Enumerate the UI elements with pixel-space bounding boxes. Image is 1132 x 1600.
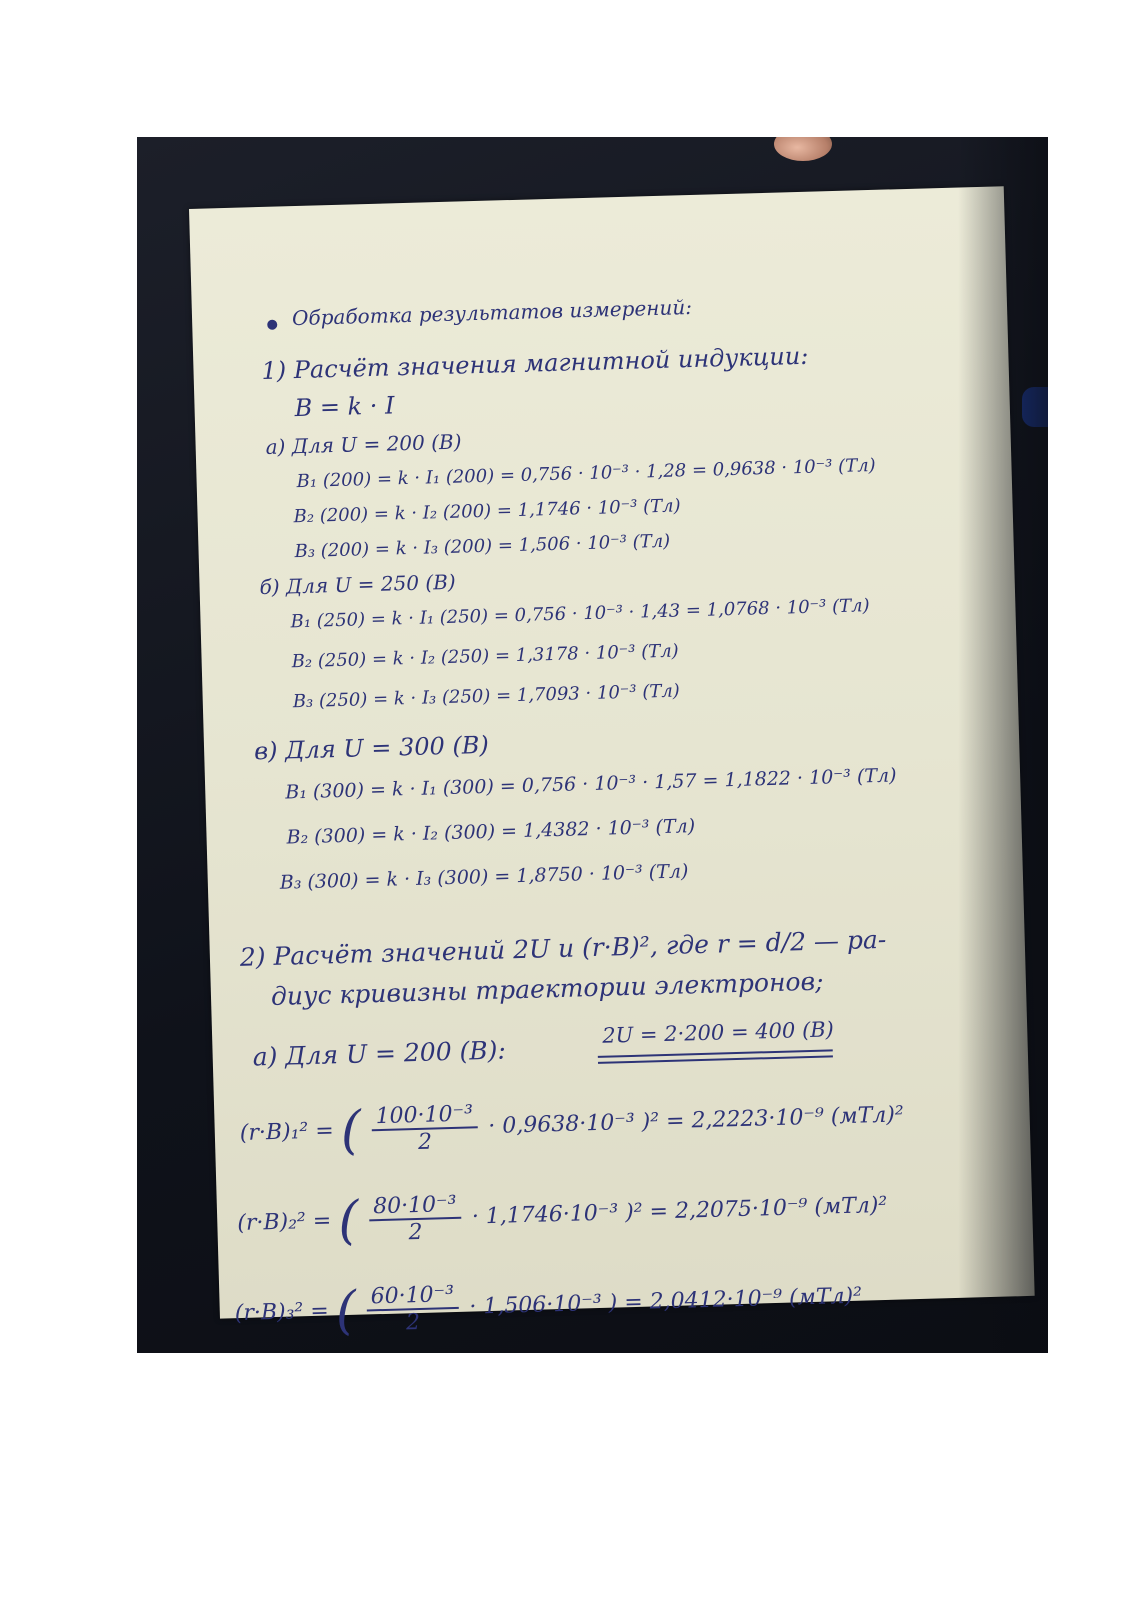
- rb-formula-row-2: [237, 1180, 888, 1250]
- section2-heading-line1: 2) Расчёт значений 2U и (r·B)², где r = d/2 — ра-: [239, 924, 887, 972]
- rb-lhs-2: (r·B)₂² =: [236, 1208, 332, 1237]
- calc-line-c2: B₂ (300) = k · I₂ (300) = 1,4382 · 10⁻³ (Тл): [286, 815, 696, 849]
- fraction-numerator-1: 100·10⁻³: [371, 1101, 477, 1131]
- bullet-dot: [267, 320, 277, 330]
- rb-mult-3: · 1,506·10⁻³: [469, 1290, 603, 1320]
- calc-line-b3: B₃ (250) = k · I₃ (250) = 1,7093 · 10⁻³ (Тл): [292, 680, 681, 713]
- calc-line-c3: B₃ (300) = k · I₃ (300) = 1,8750 · 10⁻³ (Тл): [279, 860, 689, 894]
- section1-b-label: б) Для U = 250 (В): [259, 569, 456, 600]
- open-paren: (: [334, 1280, 357, 1342]
- calc-line-b1: B₁ (250) = k · I₁ (250) = 0,756 · 10⁻³ · 1,43 = 1,0768 · 10⁻³ (Тл): [290, 595, 870, 633]
- calc-line-a2: B₂ (200) = k · I₂ (200) = 1,1746 · 10⁻³ (Тл): [293, 495, 681, 528]
- fraction-denominator-1: 2: [417, 1129, 433, 1155]
- desk-shadow: [958, 137, 1048, 1353]
- calc-line-a3: B₃ (200) = k · I₃ (200) = 1,506 · 10⁻³ (Тл): [294, 530, 671, 563]
- rb-lhs-3: (r·B)₃² =: [234, 1298, 330, 1327]
- rb-mult-1: · 0,9638·10⁻³: [488, 1109, 636, 1139]
- calc-line-c1: B₁ (300) = k · I₁ (300) = 0,756 · 10⁻³ · 1,57 = 1,1822 · 10⁻³ (Тл): [285, 764, 897, 804]
- section2-heading-line2: диус кривизны траектории электронов;: [270, 966, 824, 1012]
- section2-a-result: 2U = 2·200 = 400 (В): [601, 1017, 835, 1048]
- calc-line-a1: B₁ (200) = k · I₁ (200) = 0,756 · 10⁻³ · 1,28 = 0,9638 · 10⁻³ (Тл): [296, 454, 876, 493]
- section1-heading: 1) Расчёт значения магнитной индукции:: [261, 341, 809, 386]
- handwritten-sheet: [189, 186, 1035, 1342]
- rb-formula-row-3: [234, 1271, 863, 1340]
- section2-a-label: а) Для U = 200 (В):: [252, 1035, 507, 1072]
- open-paren: (: [337, 1190, 360, 1252]
- page-title: Обработка результатов измерений:: [291, 295, 693, 331]
- fraction-denominator-2: 2: [408, 1219, 423, 1246]
- section1-formula: B = k · I: [294, 391, 395, 423]
- section1-a-label: а) Для U = 200 (В): [265, 429, 462, 459]
- rb-formula-row-1: [239, 1089, 904, 1160]
- fraction-1: [371, 1101, 478, 1156]
- fraction-3: [366, 1282, 459, 1337]
- rb-mult-2: · 1,1746·10⁻³: [471, 1200, 619, 1230]
- fraction-2: [369, 1192, 462, 1247]
- rb-lhs-1: (r·B)₁² =: [239, 1118, 335, 1146]
- calc-line-b2: B₂ (250) = k · I₂ (250) = 1,3178 · 10⁻³ (Тл): [291, 640, 679, 673]
- fraction-denominator-3: 2: [405, 1309, 421, 1336]
- fraction-numerator-3: 60·10⁻³: [366, 1282, 458, 1312]
- coin-object: [774, 137, 832, 161]
- section1-c-label: в) Для U = 300 (В): [253, 730, 490, 766]
- open-paren: (: [339, 1100, 362, 1162]
- fraction-numerator-2: 80·10⁻³: [369, 1192, 461, 1222]
- rb-rhs-1: )² = 2,2223·10⁻⁹ (мТл)²: [641, 1102, 905, 1135]
- photo-background: [137, 137, 1048, 1353]
- rb-rhs-3: ) = 2,0412·10⁻⁹ (мТл)²: [608, 1283, 863, 1316]
- rb-rhs-2: )² = 2,2075·10⁻⁹ (мТл)²: [624, 1192, 888, 1226]
